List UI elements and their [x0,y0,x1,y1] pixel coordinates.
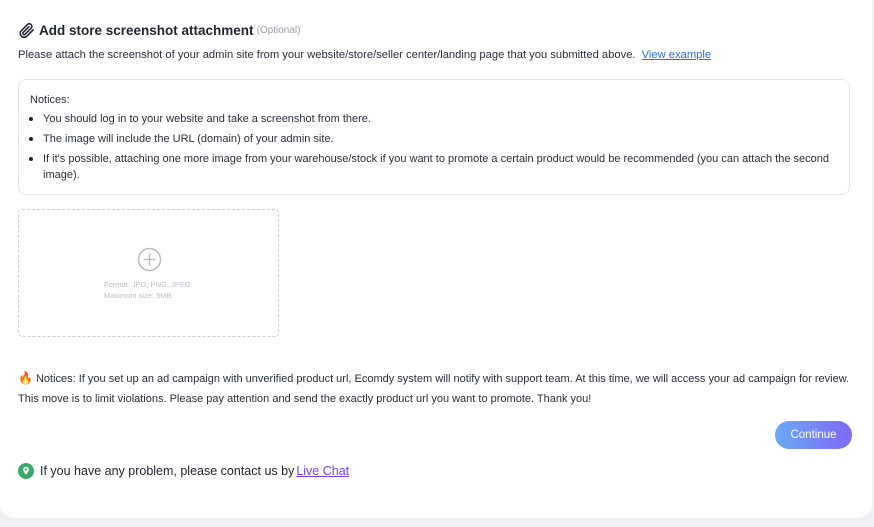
notice-item: The image will include the URL (domain) of your admin site. [43,131,833,147]
description-text: Please attach the screenshot of your admin site from your website/store/seller center/landing page that you submitted above. [18,49,636,61]
optional-tag: (Optional) [256,25,301,36]
upload-hint [104,279,191,301]
upload-dropzone[interactable] [18,209,279,337]
notice-list [43,111,833,187]
paperclip-icon [18,21,35,40]
view-example-link[interactable]: View example [641,49,712,61]
upload-max-size: Maximum size: 5MB [104,291,172,300]
warning-text: Notices: If you set up an ad campaign with unverified product url, Ecomdy system will notify with support team. At this time, we will access your ad campaign for review. This move is to limit violations. Please pay attention and send the exactly product url you want to promote. Thank you! [18,373,850,405]
notice-title: Notices: [30,94,70,106]
add-circle-icon [137,247,162,272]
live-chat-link[interactable]: Live Chat [296,464,350,478]
warning-notice [18,368,854,409]
contact-row [18,463,349,479]
notice-item: You should log in to your website and take a screenshot from there. [43,111,833,127]
notice-item: If it's possible, attaching one more image from your warehouse/stock if you want to promote a certain product would be recommended (you can attach the second image). [43,151,833,183]
section-title: Add store screenshot attachment [39,23,254,38]
continue-button[interactable]: Continue [775,421,852,449]
attachment-description [18,49,711,61]
notice-box [18,79,850,195]
upload-format: Format: JPG, PNG, JPEG [104,280,191,289]
section-header [18,21,300,40]
fire-icon: 🔥 [18,371,33,385]
location-pin-icon [18,463,34,479]
contact-text: If you have any problem, please contact us by [40,464,295,478]
